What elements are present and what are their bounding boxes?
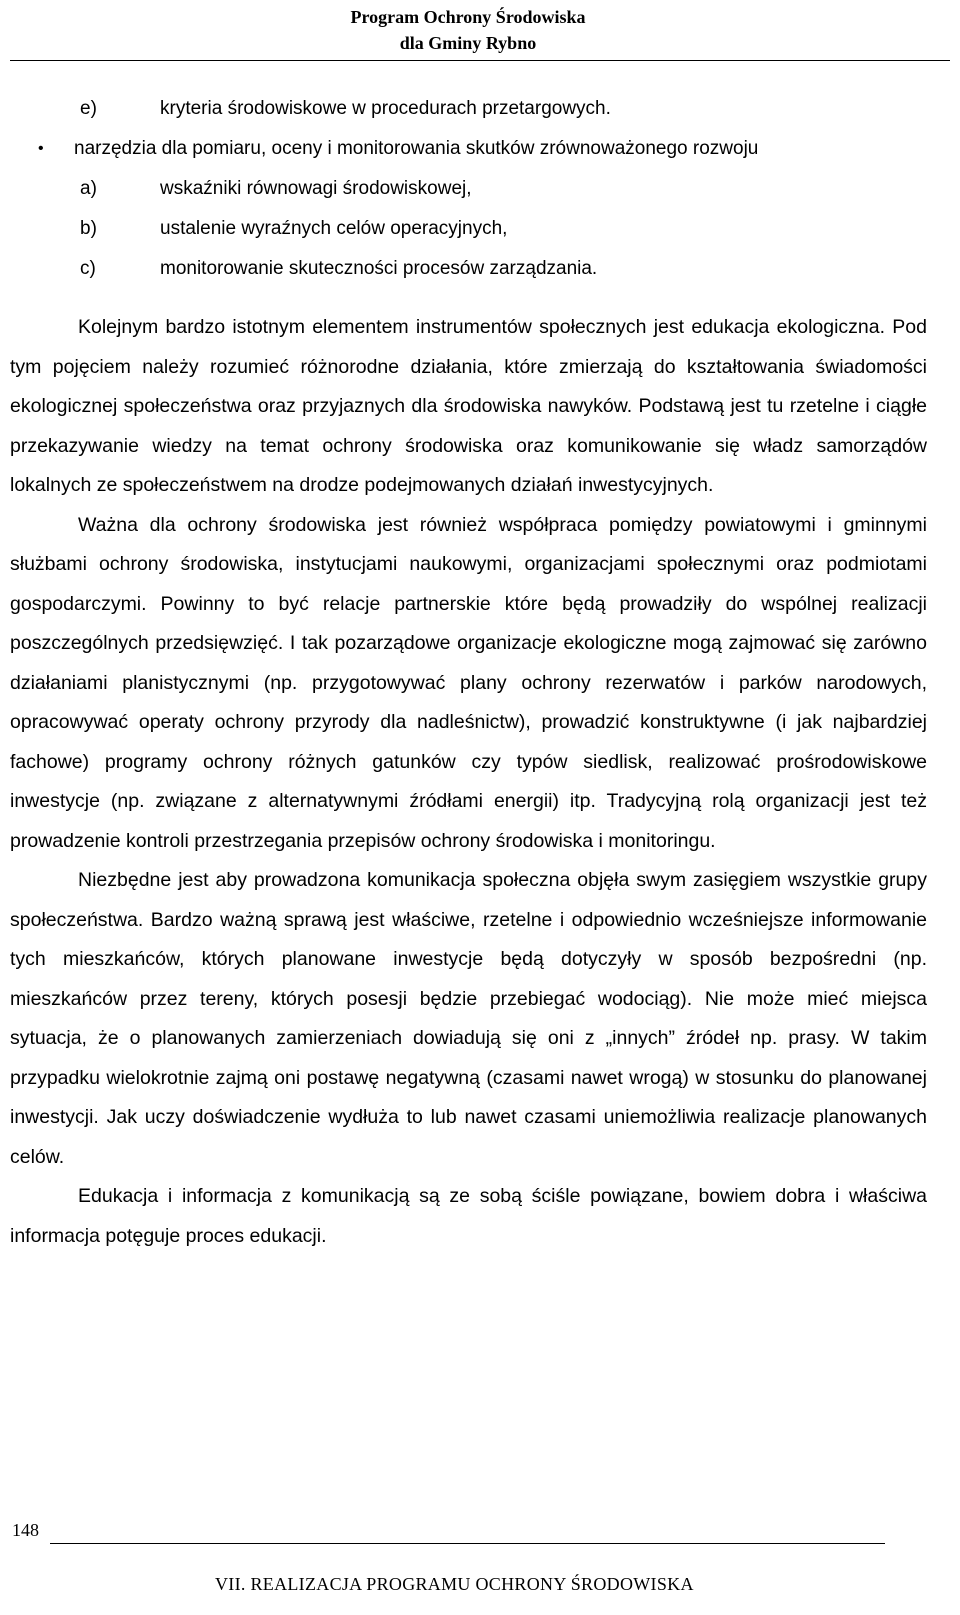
footer-divider: [50, 1543, 885, 1544]
list-item: [10, 172, 950, 212]
list-marker: a): [80, 178, 97, 199]
page-header: [0, 4, 960, 56]
header-title-line2: dla Gminy Rybno: [399, 33, 537, 53]
paragraph-education-information: Edukacja i informacja z komunikacją są ze sobą ściśle powiązane, bowiem dobra i właściwa informacja potęguje proces edukacji.: [10, 1185, 927, 1247]
list-item-text: wskaźniki równowagi środowiskowej,: [160, 178, 472, 199]
list-item: [10, 252, 950, 292]
list-item: [10, 92, 950, 132]
list-item-text: kryteria środowiskowe w procedurach przetargowych.: [160, 98, 611, 119]
list-item-text: monitorowanie skuteczności procesów zarządzania.: [160, 258, 598, 279]
document-body: [10, 308, 927, 1256]
list-item-text: ustalenie wyraźnych celów operacyjnych,: [160, 218, 508, 239]
list-item-text: narzędzia dla pomiaru, oceny i monitorowania skutków zrównoważonego rozwoju: [74, 138, 759, 159]
page-number: 148: [12, 1520, 39, 1540]
paragraph-ecological-education: Kolejnym bardzo istotnym elementem instrumentów społecznych jest edukacja ekologiczna. Pod tym pojęciem należy rozumieć różnorodne działania, które zmierzają do kształtowania świadomości ekologicznej społeczeństwa oraz przyjaznych dla środowiska nawyków. Podstawą jest tu rzetelne i ciągłe przekazywanie wiedzy na temat ochrony środowiska oraz komunikowanie się władz samorządów lokalnych ze społeczeństwem na drodze podejmowanych działań inwestycyjnych.: [10, 316, 927, 496]
header-divider: [10, 60, 950, 61]
paragraph-social-communication: Niezbędne jest aby prowadzona komunikacja społeczna objęła swym zasięgiem wszystkie grupy społeczeństwa. Bardzo ważną sprawą jest właściwe, rzetelne i odpowiednio wcześniejsze informowanie tych mieszkańców, których planowane inwestycje będą dotyczyły w sposób bezpośredni (np. mieszkańców przez tereny, których posesji będzie przebiegać wodociąg). Nie może mieć miejsca sytuacja, że o planowanych zamierzeniach dowiadują się oni z „innych” źródeł np. prasy. W takim przypadku wielokrotnie zajmą oni postawę negatywną (czasami nawet wrogą) w stosunku do planowanej inwestycji. Jak uczy doświadczenie wydłuża to lub nawet czasami uniemożliwia realizacje planowanych celów.: [10, 869, 927, 1168]
paragraph-cooperation: Ważna dla ochrony środowiska jest również współpraca pomiędzy powiatowymi i gminnymi służbami ochrony środowiska, instytucjami naukowymi, organizacjami społecznymi oraz podmiotami gospodarczymi. Powinny to być relacje partnerskie które będą prowadziły do wspólnej realizacji poszczególnych przedsięwzięć. I tak pozarządowe organizacje ekologiczne mogą zajmować się zarówno działaniami planistycznymi (np. przygotowywać plany ochrony rezerwatów i parków narodowych, opracowywać operaty ochrony przyrody dla nadleśnictw), prowadzić konstruktywne (i jak najbardziej fachowe) programy ochrony różnych gatunków czy typów siedlisk, realizować prośrodowiskowe inwestycje (np. związane z alternatywnymi źródłami energii) itp. Tradycyjną rolą organizacji jest też prowadzenie kontroli przestrzegania przepisów ochrony środowiska i monitoringu.: [10, 513, 927, 852]
list-marker: c): [80, 258, 96, 279]
header-title-line1: Program Ochrony Środowiska: [350, 7, 586, 27]
list-marker: e): [80, 98, 97, 119]
chapter-title: VII. REALIZACJA PROGRAMU OCHRONY ŚRODOWISKA: [215, 1574, 694, 1594]
criteria-list: [10, 92, 950, 292]
list-item: [10, 212, 950, 252]
list-marker: b): [80, 218, 97, 239]
list-item: [10, 132, 950, 172]
bullet-icon: •: [38, 140, 44, 157]
